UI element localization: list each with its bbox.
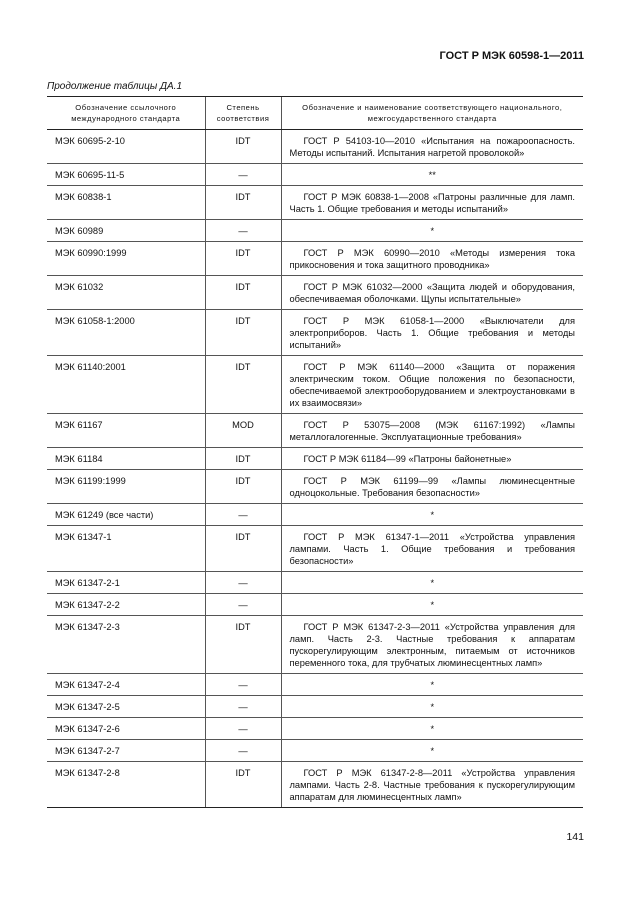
table-caption: Продолжение таблицы ДА.1 [47,81,183,92]
international-standard-cell: МЭК 61347-2-6 [47,718,205,740]
table-row [47,310,583,356]
page-number: 141 [566,831,584,843]
national-standard-cell [281,740,583,762]
degree-cell: — [205,220,281,242]
column-header-national-standard: Обозначение и наименование соответствующего национального, межгосударственного стандарта [281,97,583,130]
national-standard-text: ГОСТ Р МЭК 61347-2-8—2011 «Устройства управления лампами. Часть 2-8. Частные требования к пускорегулирующим аппаратам для люминесцентных ламп» [289,768,575,802]
table-row [47,242,583,276]
international-standard-cell: МЭК 61249 (все части) [47,504,205,526]
national-standard-text: * [430,578,435,588]
national-standard-cell [281,526,583,572]
degree-cell: — [205,696,281,718]
degree-cell: — [205,572,281,594]
national-standard-text: * [430,702,435,712]
degree-cell: — [205,740,281,762]
table-row [47,674,583,696]
table-header-row [47,97,583,130]
national-standard-cell [281,594,583,616]
national-standard-cell [281,718,583,740]
table-body [47,130,583,808]
international-standard-cell: МЭК 60838-1 [47,186,205,220]
national-standard-text: ГОСТ Р МЭК 61184—99 «Патроны байонетные» [303,454,512,464]
table-row [47,718,583,740]
national-standard-cell [281,164,583,186]
national-standard-cell [281,242,583,276]
table-row [47,762,583,808]
international-standard-cell: МЭК 61032 [47,276,205,310]
national-standard-cell [281,448,583,470]
national-standard-cell [281,414,583,448]
table-row [47,696,583,718]
national-standard-text: ГОСТ Р МЭК 61058-1—2000 «Выключатели для электроприборов. Часть 1. Общие требования и методы испытаний» [289,316,575,350]
national-standard-cell [281,356,583,414]
national-standard-cell [281,310,583,356]
national-standard-text: ** [428,170,436,180]
national-standard-text: ГОСТ Р МЭК 61199—99 «Лампы люминесцентные одноцокольные. Требования безопасности» [289,476,575,498]
national-standard-cell [281,616,583,674]
table-row [47,740,583,762]
national-standard-text: * [430,226,435,236]
international-standard-cell: МЭК 61347-2-4 [47,674,205,696]
national-standard-cell [281,276,583,310]
national-standard-cell [281,762,583,808]
national-standard-text: ГОСТ Р МЭК 61347-2-3—2011 «Устройства управления для ламп. Часть 2-3. Частные требования к аппаратам пускорегулирующим электронным, питаемым от источников переменного тока, для трубчатых люминесцентных ламп» [289,622,575,668]
international-standard-cell: МЭК 61347-2-1 [47,572,205,594]
degree-cell: MOD [205,414,281,448]
international-standard-cell: МЭК 60989 [47,220,205,242]
national-standard-text: ГОСТ Р МЭК 61347-1—2011 «Устройства управления лампами. Часть 1. Общие требования и требования безопасности» [289,532,575,566]
table-row [47,130,583,164]
table-row [47,164,583,186]
national-standard-cell [281,470,583,504]
degree-cell: IDT [205,186,281,220]
international-standard-cell: МЭК 60695-11-5 [47,164,205,186]
international-standard-cell: МЭК 61347-2-7 [47,740,205,762]
column-header-international-standard: Обозначение ссылочного международного стандарта [47,97,205,130]
national-standard-cell [281,130,583,164]
national-standard-text: ГОСТ Р 54103-10—2010 «Испытания на пожароопасность. Методы испытаний. Испытания нагретой проволокой» [289,136,575,158]
table-row [47,276,583,310]
international-standard-cell: МЭК 61347-2-5 [47,696,205,718]
degree-cell: — [205,504,281,526]
national-standard-cell [281,504,583,526]
degree-cell: — [205,718,281,740]
national-standard-text: ГОСТ Р МЭК 61140—2000 «Защита от поражения электрическим током. Общие положения по безопасности, обеспечиваемой электрооборудованием и электроустановками в их взаимосвязи» [289,362,575,408]
degree-cell: — [205,674,281,696]
degree-cell: IDT [205,616,281,674]
national-standard-text: ГОСТ Р МЭК 60990—2010 «Методы измерения тока прикосновения и тока защитного проводника» [289,248,575,270]
national-standard-text: ГОСТ Р МЭК 60838-1—2008 «Патроны различные для ламп. Часть 1. Общие требования и методы испытаний» [289,192,575,214]
table-row [47,186,583,220]
table-row [47,448,583,470]
table-row [47,572,583,594]
table-row [47,414,583,448]
national-standard-cell [281,674,583,696]
international-standard-cell: МЭК 61199:1999 [47,470,205,504]
national-standard-text: * [430,724,435,734]
table-row [47,470,583,504]
document-header: ГОСТ Р МЭК 60598-1—2011 [439,50,584,62]
national-standard-text: ГОСТ Р МЭК 61032—2000 «Защита людей и оборудования, обеспечиваемая оболочками. Щупы испытательные» [289,282,575,304]
table-row [47,616,583,674]
national-standard-text: * [430,600,435,610]
column-header-degree: Степень соответствия [205,97,281,130]
international-standard-cell: МЭК 61184 [47,448,205,470]
degree-cell: — [205,164,281,186]
reference-table [47,96,583,808]
international-standard-cell: МЭК 61347-1 [47,526,205,572]
international-standard-cell: МЭК 61347-2-2 [47,594,205,616]
international-standard-cell: МЭК 60695-2-10 [47,130,205,164]
degree-cell: IDT [205,356,281,414]
national-standard-text: * [430,680,435,690]
table-row [47,220,583,242]
table-row [47,356,583,414]
national-standard-cell [281,186,583,220]
national-standard-cell [281,696,583,718]
international-standard-cell: МЭК 61167 [47,414,205,448]
national-standard-cell [281,572,583,594]
international-standard-cell: МЭК 61347-2-8 [47,762,205,808]
degree-cell: IDT [205,276,281,310]
degree-cell: IDT [205,448,281,470]
international-standard-cell: МЭК 61058-1:2000 [47,310,205,356]
degree-cell: IDT [205,242,281,276]
degree-cell: IDT [205,310,281,356]
table-row [47,594,583,616]
degree-cell: IDT [205,130,281,164]
national-standard-text: ГОСТ Р 53075—2008 (МЭК 61167:1992) «Лампы металлогалогенные. Эксплуатационные требования» [289,420,575,442]
table-row [47,526,583,572]
degree-cell: IDT [205,470,281,504]
degree-cell: — [205,594,281,616]
table-row [47,504,583,526]
degree-cell: IDT [205,762,281,808]
degree-cell: IDT [205,526,281,572]
international-standard-cell: МЭК 60990:1999 [47,242,205,276]
national-standard-text: * [430,746,435,756]
international-standard-cell: МЭК 61140:2001 [47,356,205,414]
international-standard-cell: МЭК 61347-2-3 [47,616,205,674]
national-standard-cell [281,220,583,242]
national-standard-text: * [430,510,435,520]
